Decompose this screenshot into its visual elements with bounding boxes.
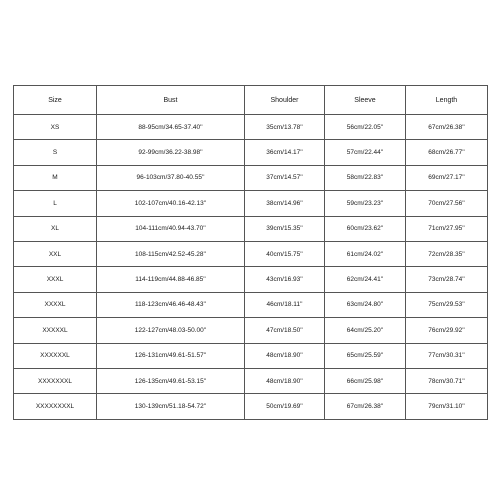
cell-length: 69cm/27.17'' — [406, 165, 488, 190]
cell-shoulder: 36cm/14.17'' — [245, 140, 325, 165]
cell-sleeve: 65cm/25.59'' — [325, 343, 406, 368]
cell-size: XXXL — [14, 267, 97, 292]
cell-length: 73cm/28.74'' — [406, 267, 488, 292]
cell-size: XXXXXXL — [14, 343, 97, 368]
table-row — [14, 115, 488, 140]
cell-sleeve: 57cm/22.44'' — [325, 140, 406, 165]
header-shoulder: Shoulder — [245, 86, 325, 115]
cell-sleeve: 64cm/25.20'' — [325, 318, 406, 343]
cell-bust: 104-111cm/40.94-43.70'' — [97, 216, 245, 241]
cell-shoulder: 40cm/15.75'' — [245, 241, 325, 266]
size-chart-table — [13, 85, 488, 420]
cell-sleeve: 59cm/23.23'' — [325, 191, 406, 216]
header-sleeve: Sleeve — [325, 86, 406, 115]
cell-sleeve: 60cm/23.62'' — [325, 216, 406, 241]
cell-shoulder: 37cm/14.57'' — [245, 165, 325, 190]
cell-length: 71cm/27.95'' — [406, 216, 488, 241]
cell-length: 78cm/30.71'' — [406, 368, 488, 393]
cell-shoulder: 48cm/18.90'' — [245, 368, 325, 393]
cell-size: XL — [14, 216, 97, 241]
cell-length: 67cm/26.38'' — [406, 115, 488, 140]
cell-bust: 122-127cm/48.03-50.00'' — [97, 318, 245, 343]
cell-sleeve: 63cm/24.80'' — [325, 292, 406, 317]
cell-size: XXXXXXXXL — [14, 394, 97, 419]
table-row — [14, 191, 488, 216]
cell-shoulder: 39cm/15.35'' — [245, 216, 325, 241]
cell-size: XXL — [14, 241, 97, 266]
cell-bust: 130-139cm/51.18-54.72'' — [97, 394, 245, 419]
cell-bust: 114-119cm/44.88-46.85'' — [97, 267, 245, 292]
cell-shoulder: 47cm/18.50'' — [245, 318, 325, 343]
cell-sleeve: 67cm/26.38'' — [325, 394, 406, 419]
table-row — [14, 140, 488, 165]
cell-bust: 118-123cm/46.46-48.43'' — [97, 292, 245, 317]
table-row — [14, 292, 488, 317]
header-size: Size — [14, 86, 97, 115]
cell-size: L — [14, 191, 97, 216]
cell-bust: 88-95cm/34.65-37.40'' — [97, 115, 245, 140]
cell-size: XXXXXXXL — [14, 368, 97, 393]
cell-length: 68cm/26.77'' — [406, 140, 488, 165]
cell-size: XS — [14, 115, 97, 140]
cell-sleeve: 56cm/22.05'' — [325, 115, 406, 140]
cell-bust: 96-103cm/37.80-40.55'' — [97, 165, 245, 190]
table-row — [14, 241, 488, 266]
cell-sleeve: 58cm/22.83'' — [325, 165, 406, 190]
cell-length: 76cm/29.92'' — [406, 318, 488, 343]
cell-size: XXXXXL — [14, 318, 97, 343]
cell-length: 77cm/30.31'' — [406, 343, 488, 368]
header-length: Length — [406, 86, 488, 115]
cell-shoulder: 46cm/18.11'' — [245, 292, 325, 317]
table-row — [14, 165, 488, 190]
cell-size: S — [14, 140, 97, 165]
header-row — [14, 86, 488, 115]
header-bust: Bust — [97, 86, 245, 115]
table-row — [14, 267, 488, 292]
table-row — [14, 216, 488, 241]
cell-sleeve: 62cm/24.41'' — [325, 267, 406, 292]
table-row — [14, 343, 488, 368]
cell-length: 79cm/31.10'' — [406, 394, 488, 419]
cell-length: 72cm/28.35'' — [406, 241, 488, 266]
cell-shoulder: 48cm/18.90'' — [245, 343, 325, 368]
cell-length: 70cm/27.56'' — [406, 191, 488, 216]
cell-sleeve: 66cm/25.98'' — [325, 368, 406, 393]
cell-shoulder: 50cm/19.69'' — [245, 394, 325, 419]
table-row — [14, 394, 488, 419]
cell-length: 75cm/29.53'' — [406, 292, 488, 317]
cell-bust: 126-135cm/49.61-53.15'' — [97, 368, 245, 393]
table-row — [14, 318, 488, 343]
cell-shoulder: 38cm/14.96'' — [245, 191, 325, 216]
cell-bust: 108-115cm/42.52-45.28'' — [97, 241, 245, 266]
table-row — [14, 368, 488, 393]
cell-shoulder: 35cm/13.78'' — [245, 115, 325, 140]
cell-size: XXXXL — [14, 292, 97, 317]
cell-bust: 126-131cm/49.61-51.57'' — [97, 343, 245, 368]
cell-sleeve: 61cm/24.02'' — [325, 241, 406, 266]
cell-bust: 102-107cm/40.16-42.13'' — [97, 191, 245, 216]
cell-bust: 92-99cm/36.22-38.98'' — [97, 140, 245, 165]
cell-shoulder: 43cm/16.93'' — [245, 267, 325, 292]
cell-size: M — [14, 165, 97, 190]
